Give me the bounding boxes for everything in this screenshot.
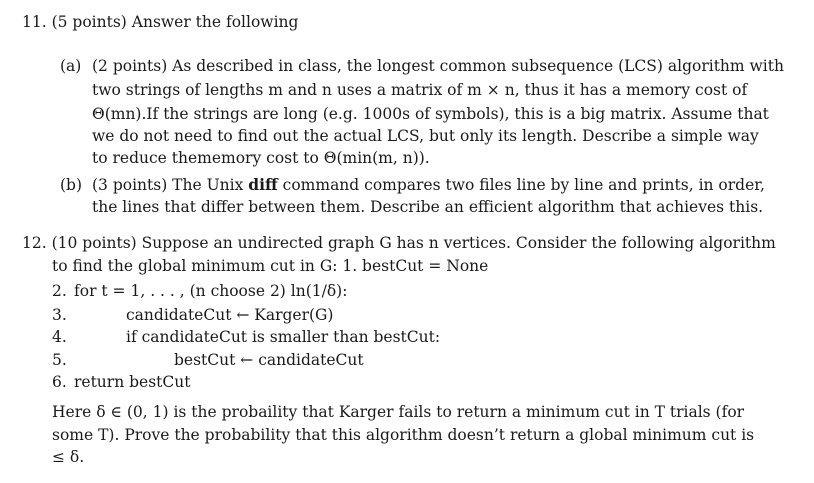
q11b-line-1-post: command compares two files line by line and prints, in order, [277, 176, 765, 194]
q12-para-line-1: Here δ ∈ (0, 1) is the probaility that Karger fails to return a minimum cut in T trials (for [52, 403, 745, 421]
q11a-line-5: to reduce thememory cost to Θ(min(m, n)). [92, 149, 430, 167]
algo-step-5: bestCut ← candidateCut [174, 351, 364, 369]
q11-header: 11. (5 points) Answer the following [22, 13, 299, 31]
q11b-line-2: the lines that differ between them. Describe an efficient algorithm that achieves this. [92, 198, 764, 216]
q12-header: 12. (10 points) Suppose an undirected graph G has n vertices. Consider the following algorithm [22, 234, 776, 252]
algo-step-6: return bestCut [74, 373, 191, 391]
algo-step-3-num: 3. [52, 306, 67, 324]
q11a-line-4: we do not need to find out the actual LCS, but only its length. Describe a simple way [92, 127, 759, 145]
algo-step-4-num: 4. [52, 328, 67, 346]
q12-line-2: to find the global minimum cut in G: 1. bestCut = None [52, 257, 489, 275]
q11a-line-3: Θ(mn).If the strings are long (e.g. 1000s of symbols), this is a big matrix. Assume that [92, 105, 769, 123]
q11b-label: (b) [60, 176, 83, 194]
q11a-line-2: two strings of lengths m and n uses a matrix of m × n, thus it has a memory cost of [92, 81, 748, 99]
algo-step-6-num: 6. [52, 373, 67, 391]
q11b-line-1-pre: (3 points) The Unix [92, 176, 249, 194]
q11a-line-1: (2 points) As described in class, the longest common subsequence (LCS) algorithm with [92, 57, 784, 75]
algo-step-2-num: 2. [52, 282, 67, 300]
algo-step-3: candidateCut ← Karger(G) [126, 306, 334, 324]
q11a-label: (a) [60, 57, 82, 75]
q12-para-line-2: some T). Prove the probability that this algorithm doesn’t return a global minimum cut is [52, 426, 755, 444]
algo-step-2: for t = 1, . . . , (n choose 2) ln(1/δ): [74, 282, 348, 300]
algo-step-4: if candidateCut is smaller than bestCut: [126, 328, 441, 346]
diff-command: diff [248, 175, 278, 194]
q11b-line-1 [92, 175, 765, 195]
algo-step-5-num: 5. [52, 351, 67, 369]
q12-para-line-3: ≤ δ. [52, 448, 85, 466]
